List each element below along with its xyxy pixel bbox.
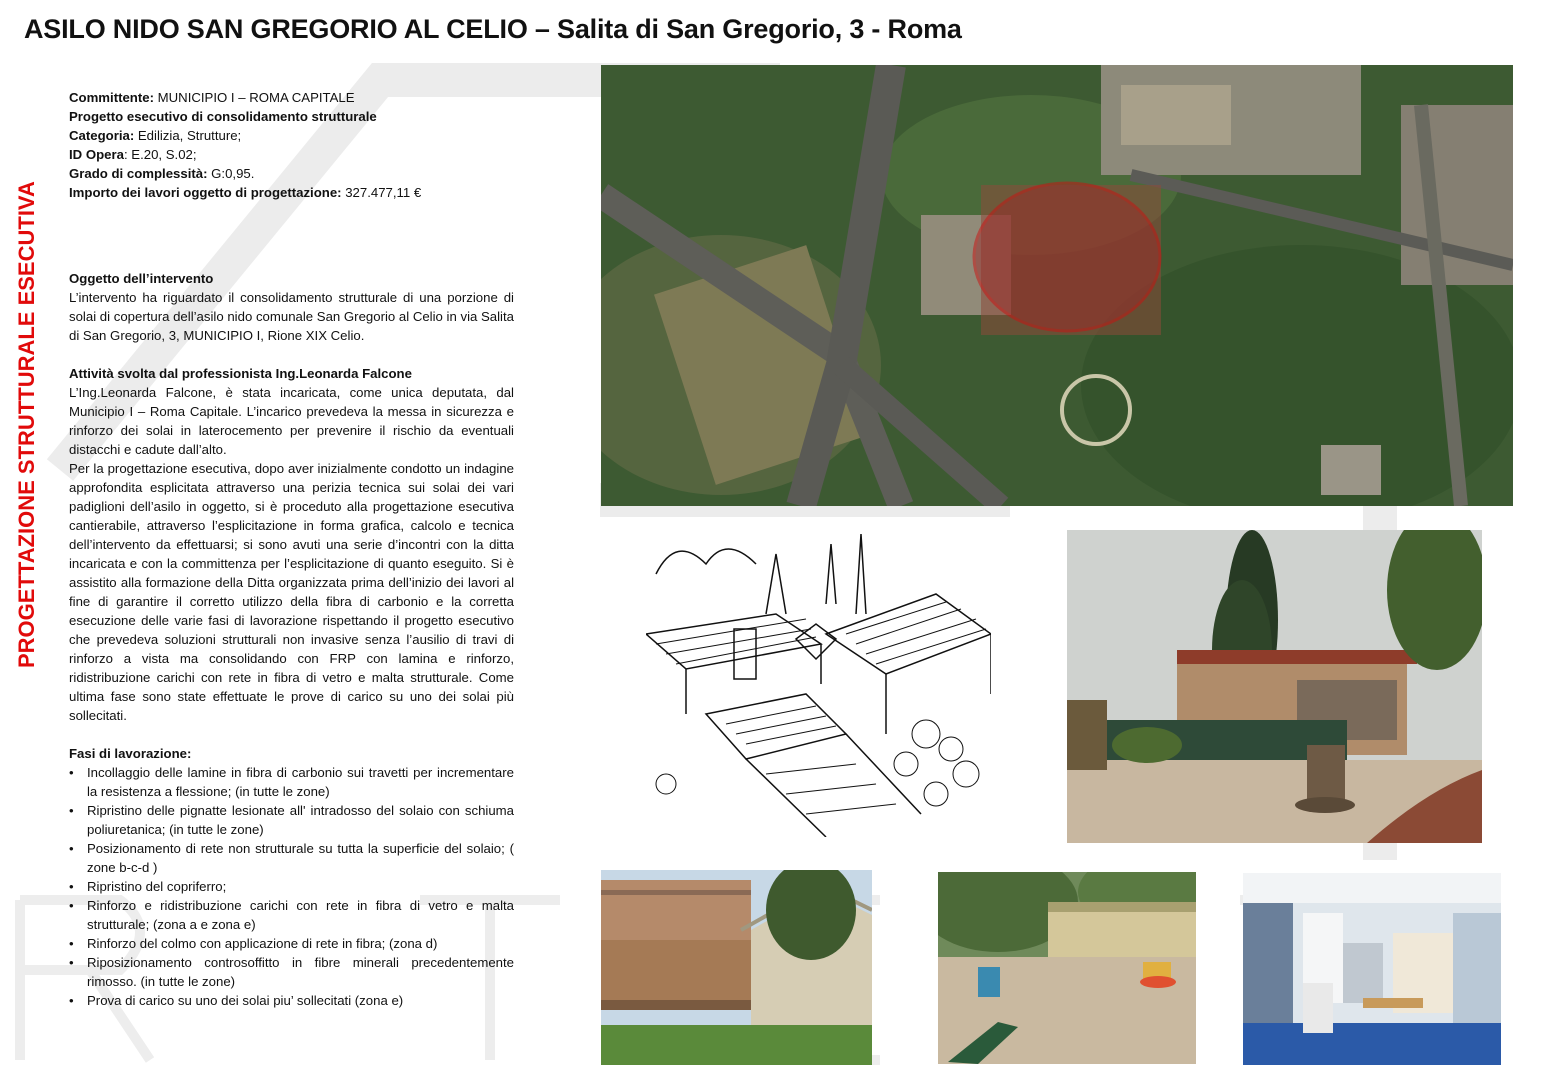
id-opera-label: ID Opera [69,147,124,162]
page-title: ASILO NIDO SAN GREGORIO AL CELIO – Salita di San Gregorio, 3 - Roma [24,14,962,44]
committente-value: MUNICIPIO I – ROMA CAPITALE [154,90,355,105]
courtyard-photo [1067,530,1482,843]
grado-line [69,164,514,183]
list-item: • Ripristino del copriferro; [69,877,514,896]
aerial-satellite-map [601,65,1513,506]
classroom-photo [1243,873,1501,1065]
grado-label: Grado di complessità: [69,166,208,181]
list-item: • Riposizionamento controsoffitto in fibre minerali precedentemente rimosso. (in tutte le zone) [69,953,514,991]
list-item: • Ripristino delle pignatte lesionate all' intradosso del solaio con schiuma poliuretanica; (in tutte le zone) [69,801,514,839]
list-item: • Rinforzo del colmo con applicazione di rete in fibra; (zona d) [69,934,514,953]
importo-value: 327.477,11 € [341,185,422,200]
axonometric-sketch [646,534,991,837]
committente-label: Committente: [69,90,154,105]
description-column [69,269,514,1010]
site-marker-ring [974,183,1160,331]
vertical-side-title: PROGETTAZIONE STRUTTURALE ESECUTIVA [14,181,39,668]
list-item: • Incollaggio delle lamine in fibra di carbonio sui travetti per incrementare la resistenza a flessione; (in tutte le zone) [69,763,514,801]
progetto-line [69,107,514,126]
list-item: • Prova di carico su uno dei solai piu’ sollecitati (zona e) [69,991,514,1010]
grado-value: G:0,95. [207,166,255,181]
fasi-heading: Fasi di lavorazione: [69,746,192,761]
oggetto-heading: Oggetto dell’intervento [69,271,214,286]
categoria-label: Categoria: [69,128,135,143]
exterior-wall-photo [601,870,872,1065]
project-metadata [69,88,514,202]
attivita-paragraph-1: L’Ing.Leonarda Falcone, è stata incaricata, come unica deputata, dal Municipio I – Roma Capitale. L’incarico prevedeva la messa in sicurezza e rinforzo dei solai in laterocemento per prevenire il rischio da eventuali distacchi e cadute dall’alto. [69,385,514,457]
list-item: • Rinforzo e ridistribuzione carichi con rete in fibra di vetro e malta strutturale; (zona a e zona e) [69,896,514,934]
categoria-value: Edilizia, Strutture; [134,128,242,143]
playground-photo [938,872,1196,1064]
oggetto-text: L’intervento ha riguardato il consolidamento strutturale di una porzione di solai di copertura dell’asilo nido comunale San Gregorio al Celio in via Salita di San Gregorio, 3, MUNICIPIO I, Rione XIX Celio. [69,290,514,343]
fasi-list [69,763,514,1010]
list-item: • Posizionamento di rete non strutturale su tutta la superficie del solaio; ( zone b-c-d ) [69,839,514,877]
attivita-heading: Attività svolta dal professionista Ing.Leonarda Falcone [69,366,412,381]
importo-label: Importo dei lavori oggetto di progettazione: [69,185,342,200]
categoria-line [69,126,514,145]
id-opera-value: : E.20, S.02; [123,147,197,162]
attivita-paragraph-2: Per la progettazione esecutiva, dopo aver inizialmente condotto un indagine approfondita esplicitata attraverso una perizia tecnica sui solai dei vari padiglioni dell’asilo in oggetto, si è proceduto alla progettazione esecutiva cantierabile, attraverso l’esplicitazione in forma grafica, calcolo e tecnica dell’intervento da effettuarsi; si sono avuti una serie d’incontri con la ditta incaricata e con la committenza per l’esplicitazione di quanto eseguito. Si è assistito alla formazione della Ditta organizzata prima dell’inizio dei lavori al fine di garantire il corretto utilizzo della fibra di carbonio e la corretta esecuzione delle varie fasi di lavorazione rispettando il progetto esecutivo che prevedeva soluzioni strutturali non invasive senza l’ausilio di travi di rinforzo a vista ma consolidando con FRP con lamina e rinforzo, ridistribuzione carichi con rete in fibra di vetro e malta strutturale. Come ultima fase sono state effettuate le prove di carico su uno dei solai più sollecitati. [69,461,514,723]
importo-line [69,183,514,202]
progetto-label: Progetto esecutivo di consolidamento strutturale [69,109,377,124]
id-opera-line [69,145,514,164]
committente-line [69,88,514,107]
